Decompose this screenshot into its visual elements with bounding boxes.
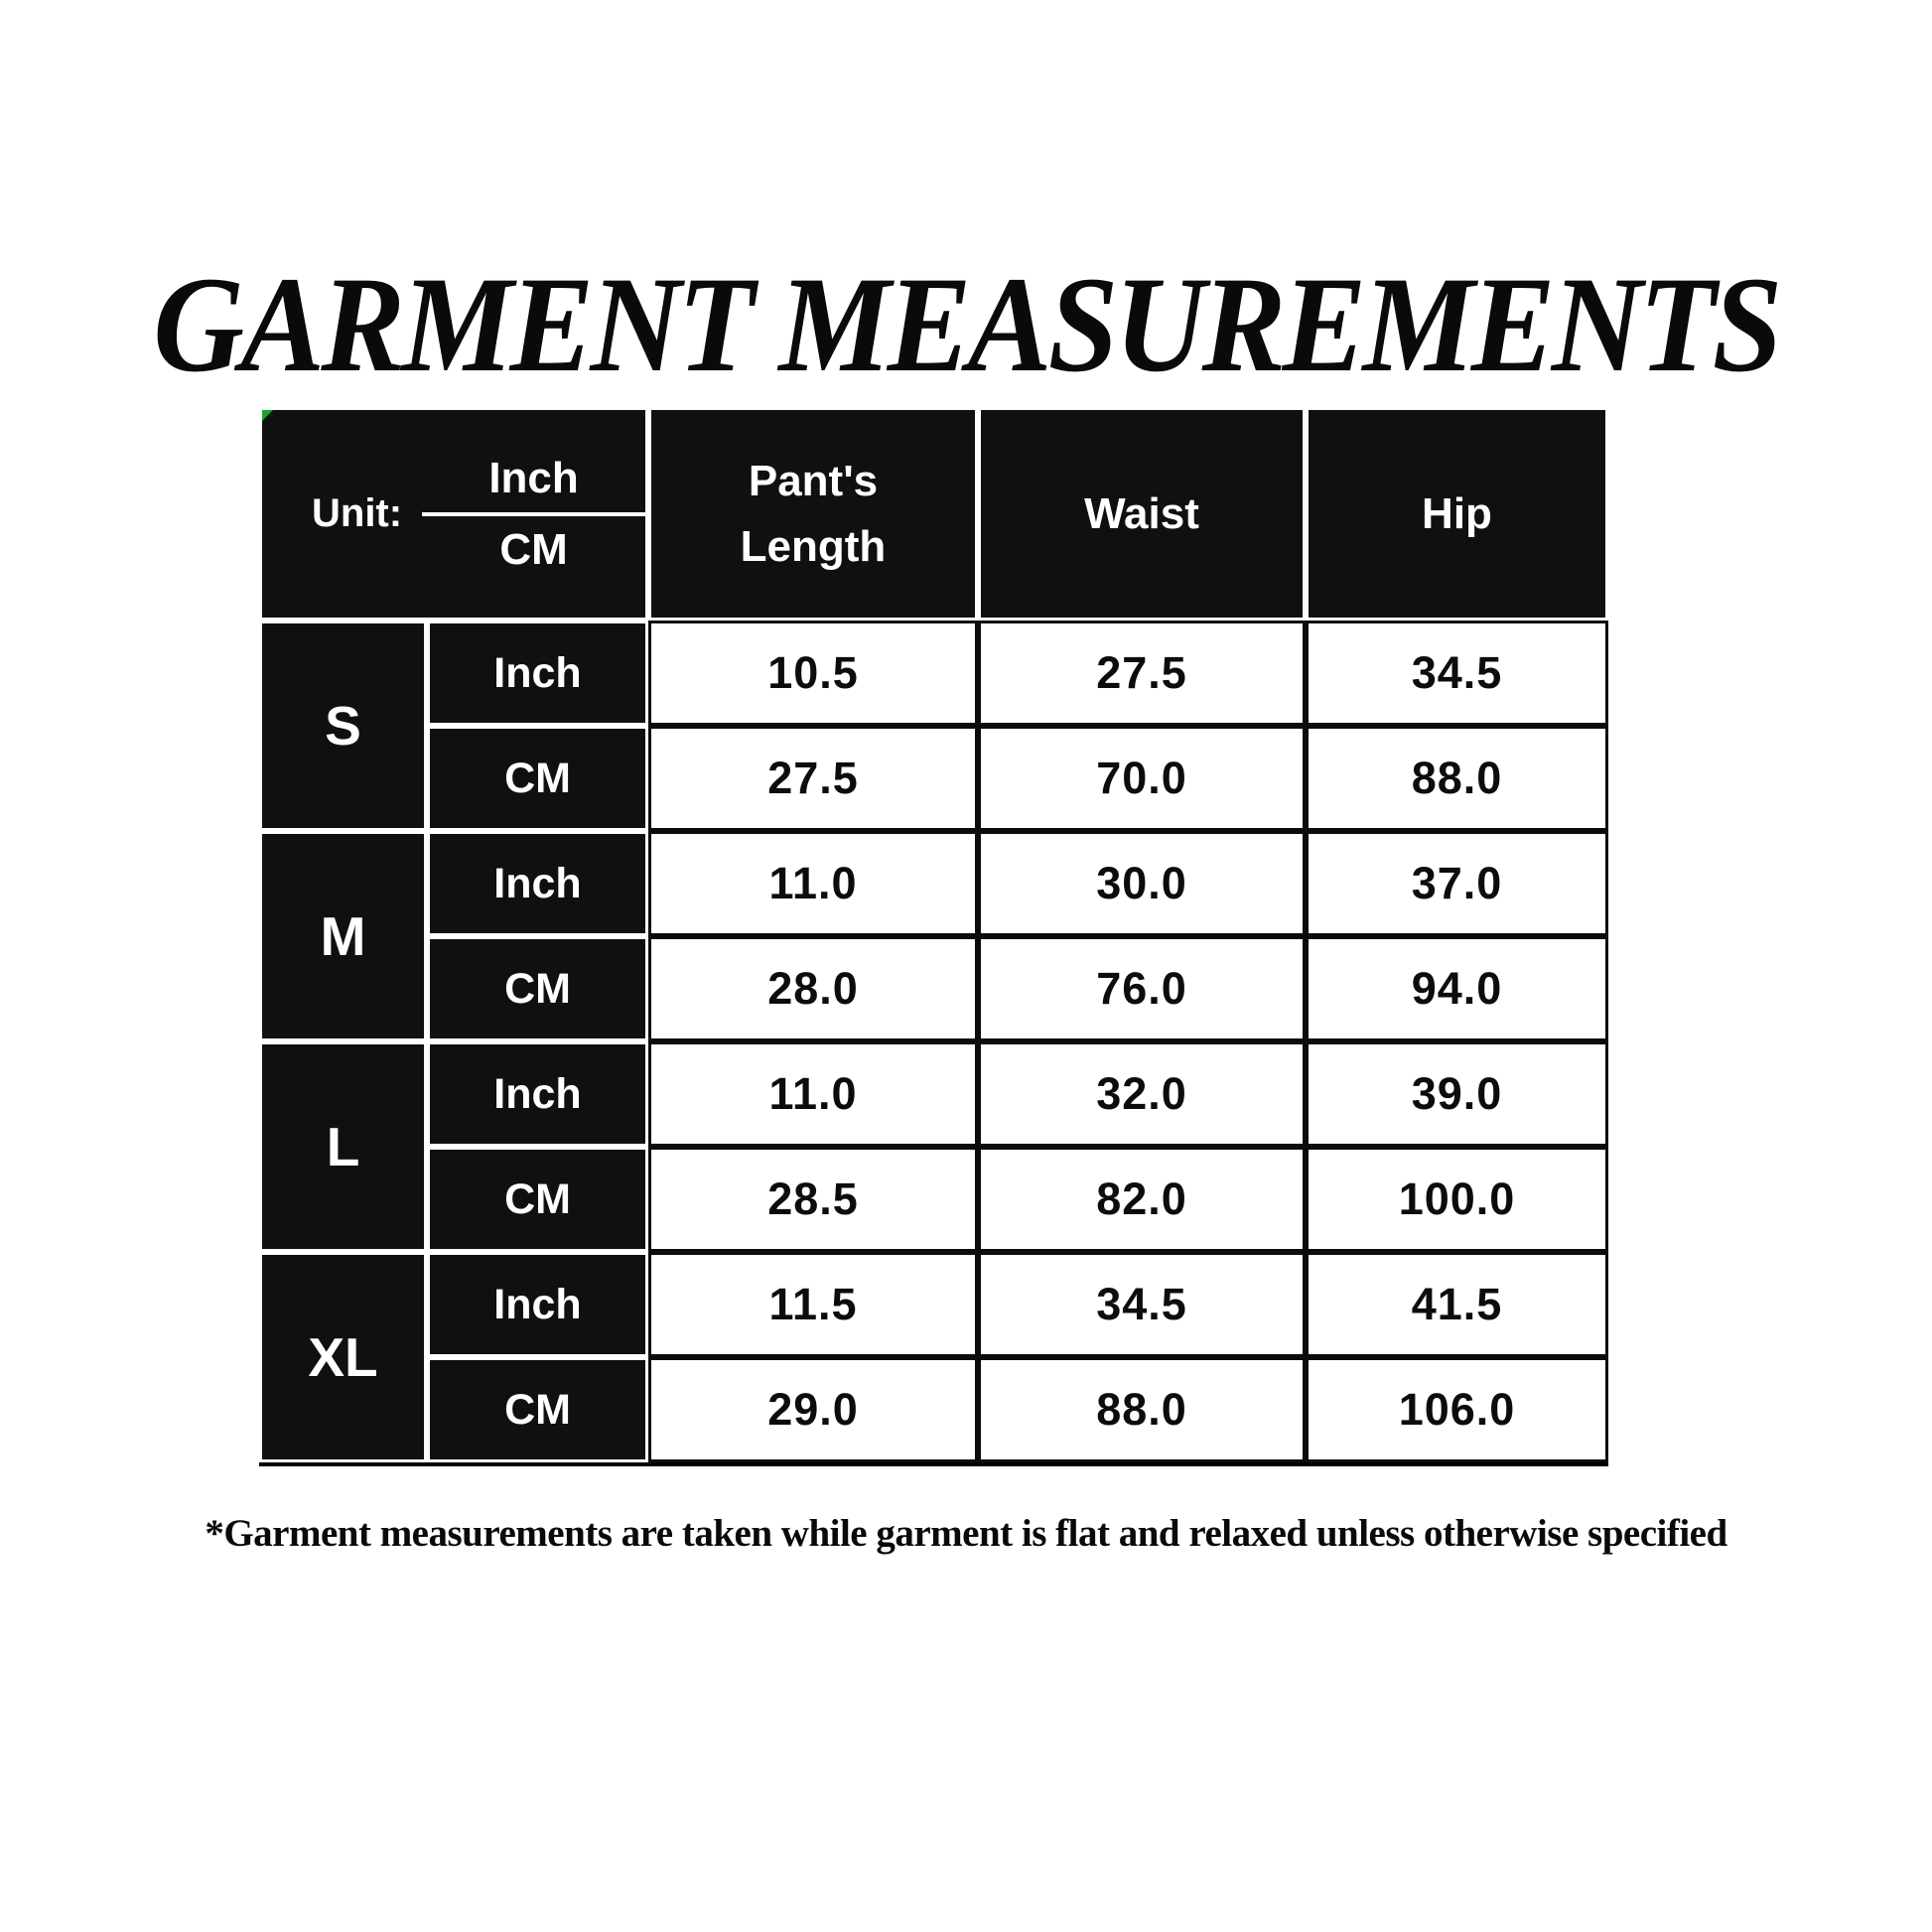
footnote: *Garment measurements are taken while garment is flat and relaxed unless otherwise specified xyxy=(205,1512,1727,1555)
unit-row-label-xl-cm: CM xyxy=(427,1357,648,1462)
size-row-xl-cm xyxy=(259,1357,1608,1462)
size-row-m-cm xyxy=(259,936,1608,1041)
cell-l-cm-pants-length: 28.5 xyxy=(648,1147,978,1252)
cell-xl-cm-hip: 106.0 xyxy=(1306,1357,1608,1462)
cell-s-cm-pants-length: 27.5 xyxy=(648,726,978,831)
unit-fraction xyxy=(422,454,645,575)
size-row-s-inch xyxy=(259,621,1608,726)
cell-l-cm-waist: 82.0 xyxy=(978,1147,1306,1252)
cell-s-inch-waist: 27.5 xyxy=(978,621,1306,726)
cell-m-cm-pants-length: 28.0 xyxy=(648,936,978,1041)
cell-m-inch-waist: 30.0 xyxy=(978,831,1306,936)
unit-header-content xyxy=(262,410,645,618)
size-label-m: M xyxy=(259,831,427,1041)
size-label-xl: XL xyxy=(259,1252,427,1462)
cell-s-cm-waist: 70.0 xyxy=(978,726,1306,831)
size-row-s-cm xyxy=(259,726,1608,831)
cell-l-cm-hip: 100.0 xyxy=(1306,1147,1608,1252)
size-chart-table xyxy=(259,407,1608,1466)
size-row-l-inch xyxy=(259,1041,1608,1147)
unit-row-label-l-inch: Inch xyxy=(427,1041,648,1147)
cell-xl-inch-hip: 41.5 xyxy=(1306,1252,1608,1357)
cell-s-inch-pants-length: 10.5 xyxy=(648,621,978,726)
cell-m-cm-hip: 94.0 xyxy=(1306,936,1608,1041)
cell-xl-inch-pants-length: 11.5 xyxy=(648,1252,978,1357)
cell-l-inch-hip: 39.0 xyxy=(1306,1041,1608,1147)
unit-row-label-m-cm: CM xyxy=(427,936,648,1041)
unit-row-label-s-cm: CM xyxy=(427,726,648,831)
unit-label: Unit: xyxy=(312,491,403,535)
cell-xl-cm-pants-length: 29.0 xyxy=(648,1357,978,1462)
column-header-hip: Hip xyxy=(1306,407,1608,621)
cell-m-inch-hip: 37.0 xyxy=(1306,831,1608,936)
unit-row-label-xl-inch: Inch xyxy=(427,1252,648,1357)
size-label-l: L xyxy=(259,1041,427,1252)
unit-fraction-cm-label: CM xyxy=(499,524,568,574)
cell-s-cm-hip: 88.0 xyxy=(1306,726,1608,831)
cell-l-inch-pants-length: 11.0 xyxy=(648,1041,978,1147)
size-label-s: S xyxy=(259,621,427,831)
spreadsheet-corner-marker-icon xyxy=(262,410,273,421)
size-row-xl-inch xyxy=(259,1252,1608,1357)
unit-header-cell xyxy=(259,407,648,621)
cell-xl-cm-waist: 88.0 xyxy=(978,1357,1306,1462)
size-row-m-inch xyxy=(259,831,1608,936)
cell-m-inch-pants-length: 11.0 xyxy=(648,831,978,936)
cell-l-inch-waist: 32.0 xyxy=(978,1041,1306,1147)
unit-row-label-s-inch: Inch xyxy=(427,621,648,726)
cell-xl-inch-waist: 34.5 xyxy=(978,1252,1306,1357)
page-title: GARMENT MEASUREMENTS xyxy=(153,248,1779,400)
unit-fraction-inch-label: Inch xyxy=(422,454,645,516)
column-header-pants-length: Pant's Length xyxy=(648,407,978,621)
cell-m-cm-waist: 76.0 xyxy=(978,936,1306,1041)
table-header-row xyxy=(259,407,1608,621)
unit-row-label-m-inch: Inch xyxy=(427,831,648,936)
size-row-l-cm xyxy=(259,1147,1608,1252)
unit-row-label-l-cm: CM xyxy=(427,1147,648,1252)
cell-s-inch-hip: 34.5 xyxy=(1306,621,1608,726)
column-header-waist: Waist xyxy=(978,407,1306,621)
